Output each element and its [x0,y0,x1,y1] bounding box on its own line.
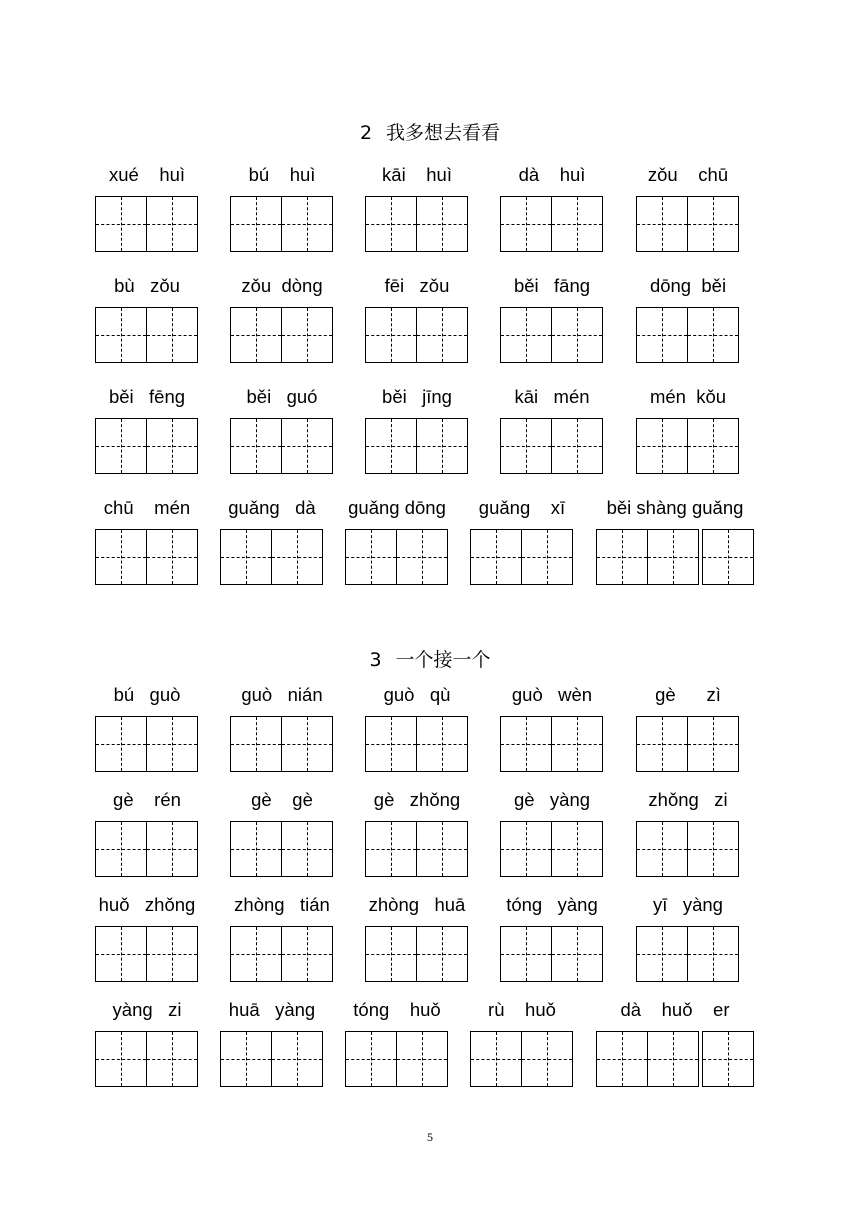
character-writing-grid [345,529,448,585]
tian-zi-ge-cell[interactable] [146,529,198,585]
tian-zi-ge-cell[interactable] [647,529,699,585]
pinyin-label: guò wèn [511,684,593,705]
pinyin-label: běi shàng guǎng [606,497,744,518]
pinyin-label: guò nián [241,684,323,705]
character-writing-grid [95,418,198,474]
pinyin-label: bú guò [113,684,181,705]
tian-zi-ge-cell[interactable] [281,307,333,363]
tian-zi-ge-cell[interactable] [281,716,333,772]
tian-zi-ge-cell[interactable] [230,307,282,363]
tian-zi-ge-cell[interactable] [551,196,603,252]
character-writing-grid [636,716,739,772]
pinyin-label: huā yàng [228,999,316,1020]
tian-zi-ge-cell[interactable] [687,196,739,252]
tian-zi-ge-cell[interactable] [470,1031,522,1087]
tian-zi-ge-cell[interactable] [636,716,688,772]
section-title [0,118,860,145]
character-writing-grid [636,821,739,877]
pinyin-label: gè yàng [513,789,591,810]
tian-zi-ge-cell[interactable] [95,196,147,252]
tian-zi-ge-cell[interactable] [396,529,448,585]
tian-zi-ge-cell[interactable] [416,821,468,877]
pinyin-label: dōng běi [649,275,727,296]
tian-zi-ge-cell[interactable] [146,307,198,363]
tian-zi-ge-cell[interactable] [416,418,468,474]
character-writing-grid [95,196,198,252]
pinyin-label: běi fāng [513,275,591,296]
tian-zi-ge-cell[interactable] [146,926,198,982]
pinyin-label: xué huì [108,164,186,185]
character-writing-grid [95,821,198,877]
pinyin-label: dà huǒ er [620,999,730,1020]
tian-zi-ge-cell[interactable] [281,196,333,252]
character-writing-grid [230,307,333,363]
tian-zi-ge-cell[interactable] [636,307,688,363]
tian-zi-ge-cell[interactable] [281,821,333,877]
tian-zi-ge-cell[interactable] [230,196,282,252]
tian-zi-ge-cell[interactable] [146,418,198,474]
character-writing-grid [95,307,198,363]
tian-zi-ge-cell[interactable] [687,821,739,877]
pinyin-label: zhòng tián [234,894,330,915]
tian-zi-ge-cell[interactable] [365,716,417,772]
pinyin-label: gè zì [655,684,721,705]
character-writing-grid [636,926,739,982]
character-writing-grid [500,716,603,772]
tian-zi-ge-cell[interactable] [687,418,739,474]
tian-zi-ge-cell[interactable] [95,1031,147,1087]
pinyin-label: zǒu dòng [241,275,323,296]
character-writing-grid [470,529,573,585]
tian-zi-ge-cell[interactable] [470,529,522,585]
pinyin-label: yī yàng [653,894,723,915]
pinyin-label: kāi mén [514,386,590,407]
section-number: 2 [359,122,373,144]
pinyin-label: yàng zi [112,999,182,1020]
tian-zi-ge-cell[interactable] [636,418,688,474]
character-writing-grid [470,1031,573,1087]
character-writing-grid [636,418,739,474]
tian-zi-ge-cell[interactable] [500,821,552,877]
section-title [0,645,860,672]
pinyin-label: zǒu chū [647,164,729,185]
pinyin-label: zhòng huā [368,894,466,915]
tian-zi-ge-cell[interactable] [230,418,282,474]
character-writing-grid [500,821,603,877]
tian-zi-ge-cell[interactable] [416,307,468,363]
tian-zi-ge-cell[interactable] [365,926,417,982]
pinyin-label: gè rén [113,789,181,810]
tian-zi-ge-cell[interactable] [551,926,603,982]
tian-zi-ge-cell[interactable] [596,1031,648,1087]
character-writing-grid [95,529,198,585]
tian-zi-ge-cell[interactable] [521,1031,573,1087]
tian-zi-ge-cell[interactable] [230,821,282,877]
tian-zi-ge-cell[interactable] [230,716,282,772]
tian-zi-ge-cell[interactable] [687,926,739,982]
character-writing-grid [365,821,468,877]
section-title-text: 一个接一个 [395,649,491,671]
tian-zi-ge-cell[interactable] [396,1031,448,1087]
pinyin-label: rù huǒ [488,999,556,1020]
pinyin-label: běi jīng [382,386,452,407]
page-number: 5 [427,1130,433,1144]
pinyin-label: guò qù [383,684,451,705]
character-writing-grid [220,1031,323,1087]
tian-zi-ge-cell[interactable] [220,1031,272,1087]
tian-zi-ge-cell[interactable] [500,196,552,252]
pinyin-label: gè zhǒng [373,789,461,810]
pinyin-label: tóng yàng [506,894,598,915]
tian-zi-ge-cell[interactable] [281,926,333,982]
tian-zi-ge-cell[interactable] [95,821,147,877]
tian-zi-ge-cell[interactable] [416,196,468,252]
pinyin-label: guǎng dōng [348,497,446,518]
character-writing-grid [230,196,333,252]
pinyin-label: chū mén [103,497,191,518]
section-number: 3 [369,649,382,671]
pinyin-label: dà huì [518,164,586,185]
character-writing-grid [365,716,468,772]
character-writing-grid [230,716,333,772]
tian-zi-ge-cell[interactable] [146,196,198,252]
tian-zi-ge-cell[interactable] [271,1031,323,1087]
tian-zi-ge-cell[interactable] [500,716,552,772]
tian-zi-ge-cell[interactable] [416,926,468,982]
tian-zi-ge-cell[interactable] [551,716,603,772]
tian-zi-ge-cell[interactable] [95,926,147,982]
character-writing-grid [345,1031,448,1087]
character-writing-grid [365,196,468,252]
character-writing-grid [220,529,323,585]
character-writing-grid [230,926,333,982]
tian-zi-ge-cell[interactable] [146,716,198,772]
pinyin-label: guǎng dà [228,497,316,518]
pinyin-label: bù zǒu [114,275,180,296]
character-writing-grid [230,821,333,877]
tian-zi-ge-cell[interactable] [365,418,417,474]
tian-zi-ge-cell[interactable] [521,529,573,585]
pinyin-label: gè gè [251,789,313,810]
tian-zi-ge-cell[interactable] [345,1031,397,1087]
character-writing-grid [500,418,603,474]
tian-zi-ge-cell[interactable] [416,716,468,772]
tian-zi-ge-cell[interactable] [345,529,397,585]
character-writing-grid [230,418,333,474]
pinyin-label: běi guó [246,386,318,407]
character-writing-grid [365,307,468,363]
character-writing-grid [95,1031,198,1087]
tian-zi-ge-cell[interactable] [596,529,648,585]
section-title-text: 我多想去看看 [386,122,501,144]
tian-zi-ge-cell[interactable] [220,529,272,585]
tian-zi-ge-cell[interactable] [636,821,688,877]
tian-zi-ge-cell[interactable] [281,418,333,474]
character-writing-grid [596,529,754,585]
character-writing-grid [365,926,468,982]
character-writing-grid [636,307,739,363]
tian-zi-ge-cell[interactable] [702,529,754,585]
tian-zi-ge-cell[interactable] [702,1031,754,1087]
character-writing-grid [500,307,603,363]
tian-zi-ge-cell[interactable] [500,307,552,363]
character-writing-grid [95,716,198,772]
tian-zi-ge-cell[interactable] [95,716,147,772]
tian-zi-ge-cell[interactable] [500,926,552,982]
pinyin-label: mén kǒu [649,386,727,407]
pinyin-label: bú huì [248,164,316,185]
tian-zi-ge-cell[interactable] [500,418,552,474]
character-writing-grid [95,926,198,982]
pinyin-label: kāi huì [382,164,452,185]
tian-zi-ge-cell[interactable] [687,716,739,772]
tian-zi-ge-cell[interactable] [365,307,417,363]
character-writing-grid [596,1031,754,1087]
character-writing-grid [365,418,468,474]
tian-zi-ge-cell[interactable] [551,821,603,877]
tian-zi-ge-cell[interactable] [551,418,603,474]
tian-zi-ge-cell[interactable] [647,1031,699,1087]
pinyin-label: tóng huǒ [353,999,441,1020]
tian-zi-ge-cell[interactable] [95,418,147,474]
tian-zi-ge-cell[interactable] [636,196,688,252]
pinyin-label: zhǒng zi [648,789,728,810]
pinyin-label: huǒ zhǒng [98,894,196,915]
tian-zi-ge-cell[interactable] [636,926,688,982]
tian-zi-ge-cell[interactable] [365,196,417,252]
tian-zi-ge-cell[interactable] [271,529,323,585]
tian-zi-ge-cell[interactable] [551,307,603,363]
tian-zi-ge-cell[interactable] [365,821,417,877]
character-writing-grid [500,926,603,982]
pinyin-label: běi fēng [108,386,186,407]
tian-zi-ge-cell[interactable] [230,926,282,982]
character-writing-grid [636,196,739,252]
pinyin-label: fēi zǒu [384,275,450,296]
tian-zi-ge-cell[interactable] [146,821,198,877]
character-writing-grid [500,196,603,252]
tian-zi-ge-cell[interactable] [146,1031,198,1087]
tian-zi-ge-cell[interactable] [95,307,147,363]
tian-zi-ge-cell[interactable] [687,307,739,363]
tian-zi-ge-cell[interactable] [95,529,147,585]
pinyin-label: guǎng xī [478,497,566,518]
